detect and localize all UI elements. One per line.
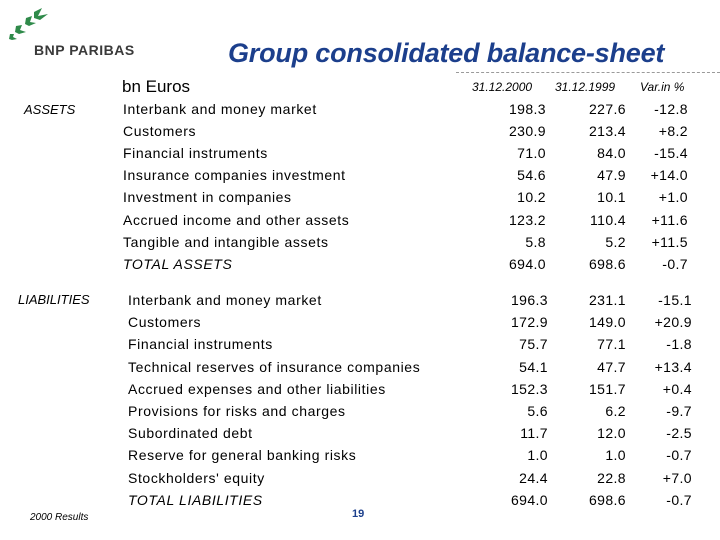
- value-2000: 11.7: [520, 425, 548, 442]
- value-1999: 47.7: [597, 358, 626, 375]
- value-1999: 5.2: [605, 233, 626, 250]
- row-label: Financial instruments: [128, 336, 273, 353]
- column-header-2000: 31.12.2000: [472, 80, 533, 94]
- value-2000: 75.7: [519, 336, 548, 353]
- value-variation: -12.8: [654, 101, 688, 117]
- value-variation: -0.7: [662, 255, 688, 272]
- footer-text: 2000 Results: [30, 512, 89, 523]
- value-2000: 230.9: [508, 123, 546, 140]
- row-label: Reserve for general banking risks: [128, 447, 357, 464]
- page-number: 19: [352, 508, 365, 520]
- row-label: Customers: [128, 314, 202, 331]
- value-variation: +8.2: [658, 123, 688, 140]
- value-1999: 698.6: [588, 255, 626, 272]
- value-2000: 1.0: [527, 447, 548, 464]
- value-2000: 5.6: [527, 403, 548, 419]
- value-variation: +0.4: [662, 380, 692, 397]
- row-label: Customers: [123, 123, 197, 140]
- row-label: Accrued expenses and other liabilities: [128, 380, 386, 397]
- row-label: Provisions for risks and charges: [128, 403, 346, 419]
- value-2000: 123.2: [508, 211, 546, 228]
- row-label: Tangible and intangible assets: [123, 233, 329, 250]
- value-1999: 213.4: [588, 123, 626, 140]
- value-1999: 151.7: [588, 380, 626, 397]
- value-1999: 1.0: [605, 447, 626, 464]
- total-row-label: TOTAL ASSETS: [123, 255, 233, 272]
- value-2000: 196.3: [510, 292, 548, 308]
- value-1999: 47.9: [597, 167, 626, 184]
- value-1999: 22.8: [597, 469, 626, 486]
- value-variation: -0.7: [666, 491, 692, 508]
- row-label: Subordinated debt: [128, 425, 253, 442]
- value-1999: 110.4: [590, 211, 626, 228]
- value-2000: 71.0: [517, 145, 546, 162]
- brand-name: BNP PARIBAS: [34, 42, 135, 58]
- value-1999: 6.2: [605, 403, 626, 419]
- value-2000: 24.4: [519, 469, 548, 486]
- value-variation: +11.5: [651, 233, 688, 250]
- value-1999: 10.1: [597, 189, 626, 206]
- value-variation: -15.1: [658, 292, 692, 308]
- value-2000: 54.6: [517, 167, 546, 184]
- row-label: Investment in companies: [123, 189, 292, 206]
- value-variation: +14.0: [650, 167, 688, 184]
- row-label: Financial instruments: [123, 145, 268, 162]
- total-row-label: TOTAL LIABILITIES: [128, 491, 263, 508]
- value-variation: +1.0: [658, 189, 688, 206]
- row-label: Technical reserves of insurance companies: [128, 358, 421, 375]
- row-label: Stockholders' equity: [128, 469, 265, 486]
- stars-logo-icon: [4, 6, 64, 46]
- value-variation: +11.6: [651, 211, 688, 228]
- value-1999: 698.6: [588, 491, 626, 508]
- value-variation: +7.0: [662, 469, 692, 486]
- value-2000: 54.1: [519, 358, 548, 375]
- value-2000: 198.3: [508, 101, 546, 117]
- row-label: Interbank and money market: [123, 101, 317, 117]
- row-label: Insurance companies investment: [123, 167, 346, 184]
- brand-logo: [4, 6, 144, 66]
- value-variation: -2.5: [666, 425, 692, 442]
- value-variation: +13.4: [654, 358, 692, 375]
- value-2000: 10.2: [517, 189, 546, 206]
- page-title: Group consolidated balance-sheet: [228, 38, 665, 68]
- value-variation: +20.9: [654, 314, 692, 331]
- row-label: Accrued income and other assets: [123, 211, 350, 228]
- value-variation: -0.7: [666, 447, 692, 464]
- value-1999: 84.0: [597, 145, 626, 162]
- value-2000: 172.9: [510, 314, 548, 331]
- value-1999: 227.6: [588, 101, 626, 117]
- value-1999: 12.0: [597, 425, 626, 442]
- column-header-1999: 31.12.1999: [555, 80, 616, 94]
- header-rule: [456, 72, 720, 73]
- unit-label: bn Euros: [122, 77, 191, 96]
- value-variation: -1.8: [666, 336, 692, 353]
- value-1999: 149.0: [588, 314, 626, 331]
- value-2000: 694.0: [510, 491, 548, 508]
- value-2000: 5.8: [525, 233, 546, 250]
- value-1999: 231.1: [588, 292, 626, 308]
- value-2000: 694.0: [508, 255, 546, 272]
- assets-section-label: ASSETS: [24, 102, 76, 117]
- column-header-variation: Var.in %: [640, 80, 685, 94]
- liabilities-section-label: LIABILITIES: [18, 292, 90, 307]
- row-label: Interbank and money market: [128, 292, 322, 308]
- value-2000: 152.3: [510, 380, 548, 397]
- value-variation: -9.7: [666, 403, 692, 419]
- value-1999: 77.1: [597, 336, 626, 353]
- value-variation: -15.4: [654, 145, 688, 162]
